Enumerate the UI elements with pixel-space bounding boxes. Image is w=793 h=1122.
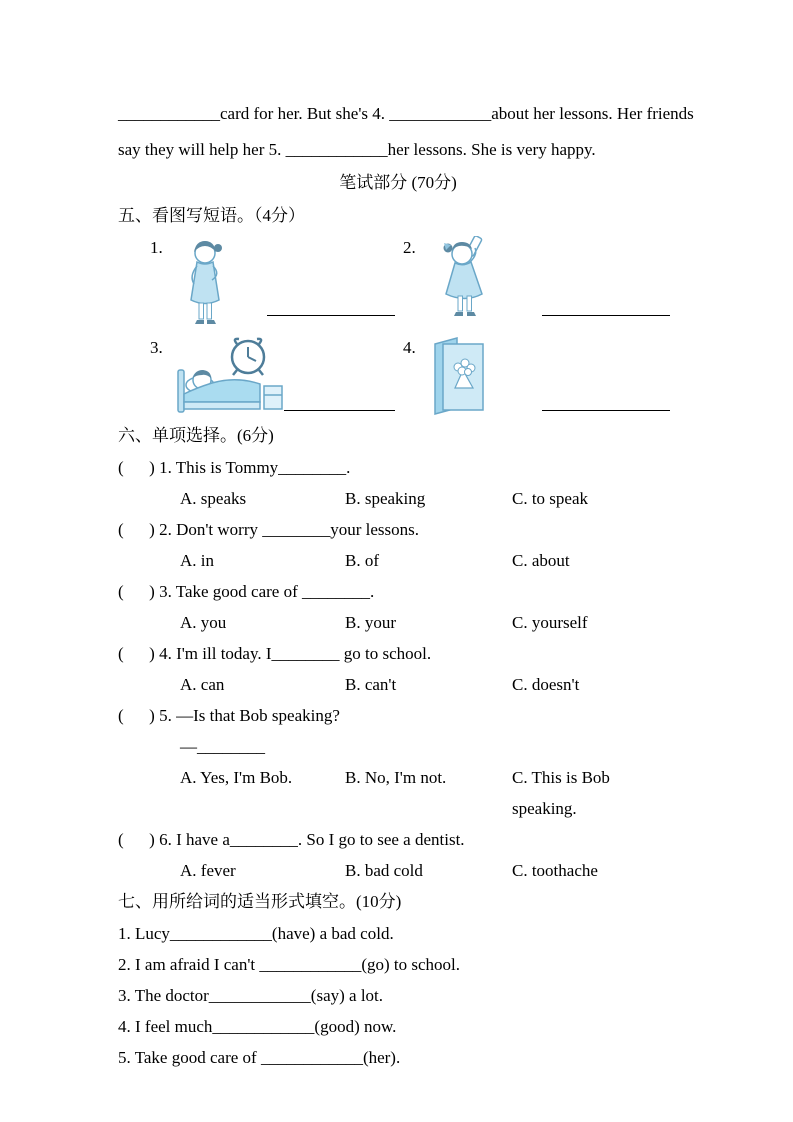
flower-card-illustration — [429, 336, 487, 416]
question-text: 2. Don't worry ________your lessons. — [159, 520, 420, 539]
answer-bracket: ( ) — [118, 458, 155, 477]
reply-blank-line: —________ — [180, 737, 265, 756]
options-row — [180, 545, 678, 576]
answer-blank-4 — [542, 410, 670, 411]
passage-line-2: say they will help her 5. ____________her lessons. She is very happy. — [118, 140, 596, 159]
option-c: C. about — [512, 551, 570, 570]
option-b: B. can't — [345, 675, 397, 694]
option-c: C. doesn't — [512, 675, 580, 694]
option-c: C. to speak — [512, 489, 589, 508]
option-c: C. toothache — [512, 861, 598, 880]
picture-number-3: 3. — [150, 338, 163, 357]
question-3 — [118, 576, 678, 638]
option-b: B. of — [345, 551, 379, 570]
passage-line-1: ____________card for her. But she's 4. ____________about her lessons. Her friends — [118, 104, 694, 123]
fill-item-2: 2. I am afraid I can't ____________(go) to school. — [118, 955, 461, 974]
section5-title: 五、看图写短语。（4分） — [118, 206, 305, 225]
picture-number-2: 2. — [403, 238, 416, 257]
answer-bracket: ( ) — [118, 830, 155, 849]
option-b: B. speaking — [345, 489, 426, 508]
question-6 — [118, 824, 678, 886]
picture-item-3 — [150, 336, 403, 416]
option-a: A. Yes, I'm Bob. — [180, 768, 293, 787]
option-a: A. can — [180, 675, 225, 694]
fill-item-1: 1. Lucy____________(have) a bad cold. — [118, 924, 394, 943]
option-a: A. in — [180, 551, 214, 570]
options-row — [180, 483, 678, 514]
option-b: B. No, I'm not. — [345, 768, 447, 787]
written-part-title: 笔试部分 (70分) — [339, 173, 457, 192]
answer-bracket: ( ) — [118, 520, 155, 539]
answer-blank-3 — [284, 410, 395, 411]
answer-bracket: ( ) — [118, 644, 155, 663]
question-text: 5. —Is that Bob speaking? — [159, 706, 340, 725]
option-b: B. bad cold — [345, 861, 423, 880]
options-row — [180, 855, 678, 886]
option-b: B. your — [345, 613, 396, 632]
picture-grid — [150, 236, 678, 416]
options-row — [180, 669, 678, 700]
question-text: 3. Take good care of ________. — [159, 582, 375, 601]
fill-item-4: 4. I feel much____________(good) now. — [118, 1017, 397, 1036]
boy-in-bed-alarm-clock-illustration — [176, 336, 284, 416]
question-2 — [118, 514, 678, 576]
picture-item-2 — [403, 236, 678, 328]
option-c: C. yourself — [512, 613, 588, 632]
picture-item-1 — [150, 236, 403, 328]
option-a: A. speaks — [180, 489, 247, 508]
girl-drinking-water-illustration — [429, 236, 501, 322]
fill-item-5: 5. Take good care of ____________(her). — [118, 1048, 401, 1067]
girl-standing-illustration — [176, 236, 234, 328]
picture-number-1: 1. — [150, 238, 163, 257]
section7-title: 七、用所给词的适当形式填空。(10分) — [118, 892, 402, 911]
option-a: A. fever — [180, 861, 236, 880]
options-row — [180, 607, 678, 638]
question-5 — [118, 700, 678, 824]
question-text: 4. I'm ill today. I________ go to school. — [159, 644, 432, 663]
question-1 — [118, 452, 678, 514]
option-a: A. you — [180, 613, 227, 632]
answer-blank-2 — [542, 315, 670, 316]
answer-blank-1 — [267, 315, 395, 316]
section6-title: 六、单项选择。(6分) — [118, 426, 274, 445]
picture-item-4 — [403, 336, 678, 416]
picture-number-4: 4. — [403, 338, 416, 357]
question-text: 1. This is Tommy________. — [159, 458, 351, 477]
fill-item-3: 3. The doctor____________(say) a lot. — [118, 986, 384, 1005]
answer-bracket: ( ) — [118, 582, 155, 601]
question-text: 6. I have a________. So I go to see a dentist. — [159, 830, 465, 849]
question-4 — [118, 638, 678, 700]
answer-bracket: ( ) — [118, 706, 155, 725]
option-c: C. This is Bob speaking. — [512, 768, 610, 818]
options-row — [180, 762, 678, 824]
